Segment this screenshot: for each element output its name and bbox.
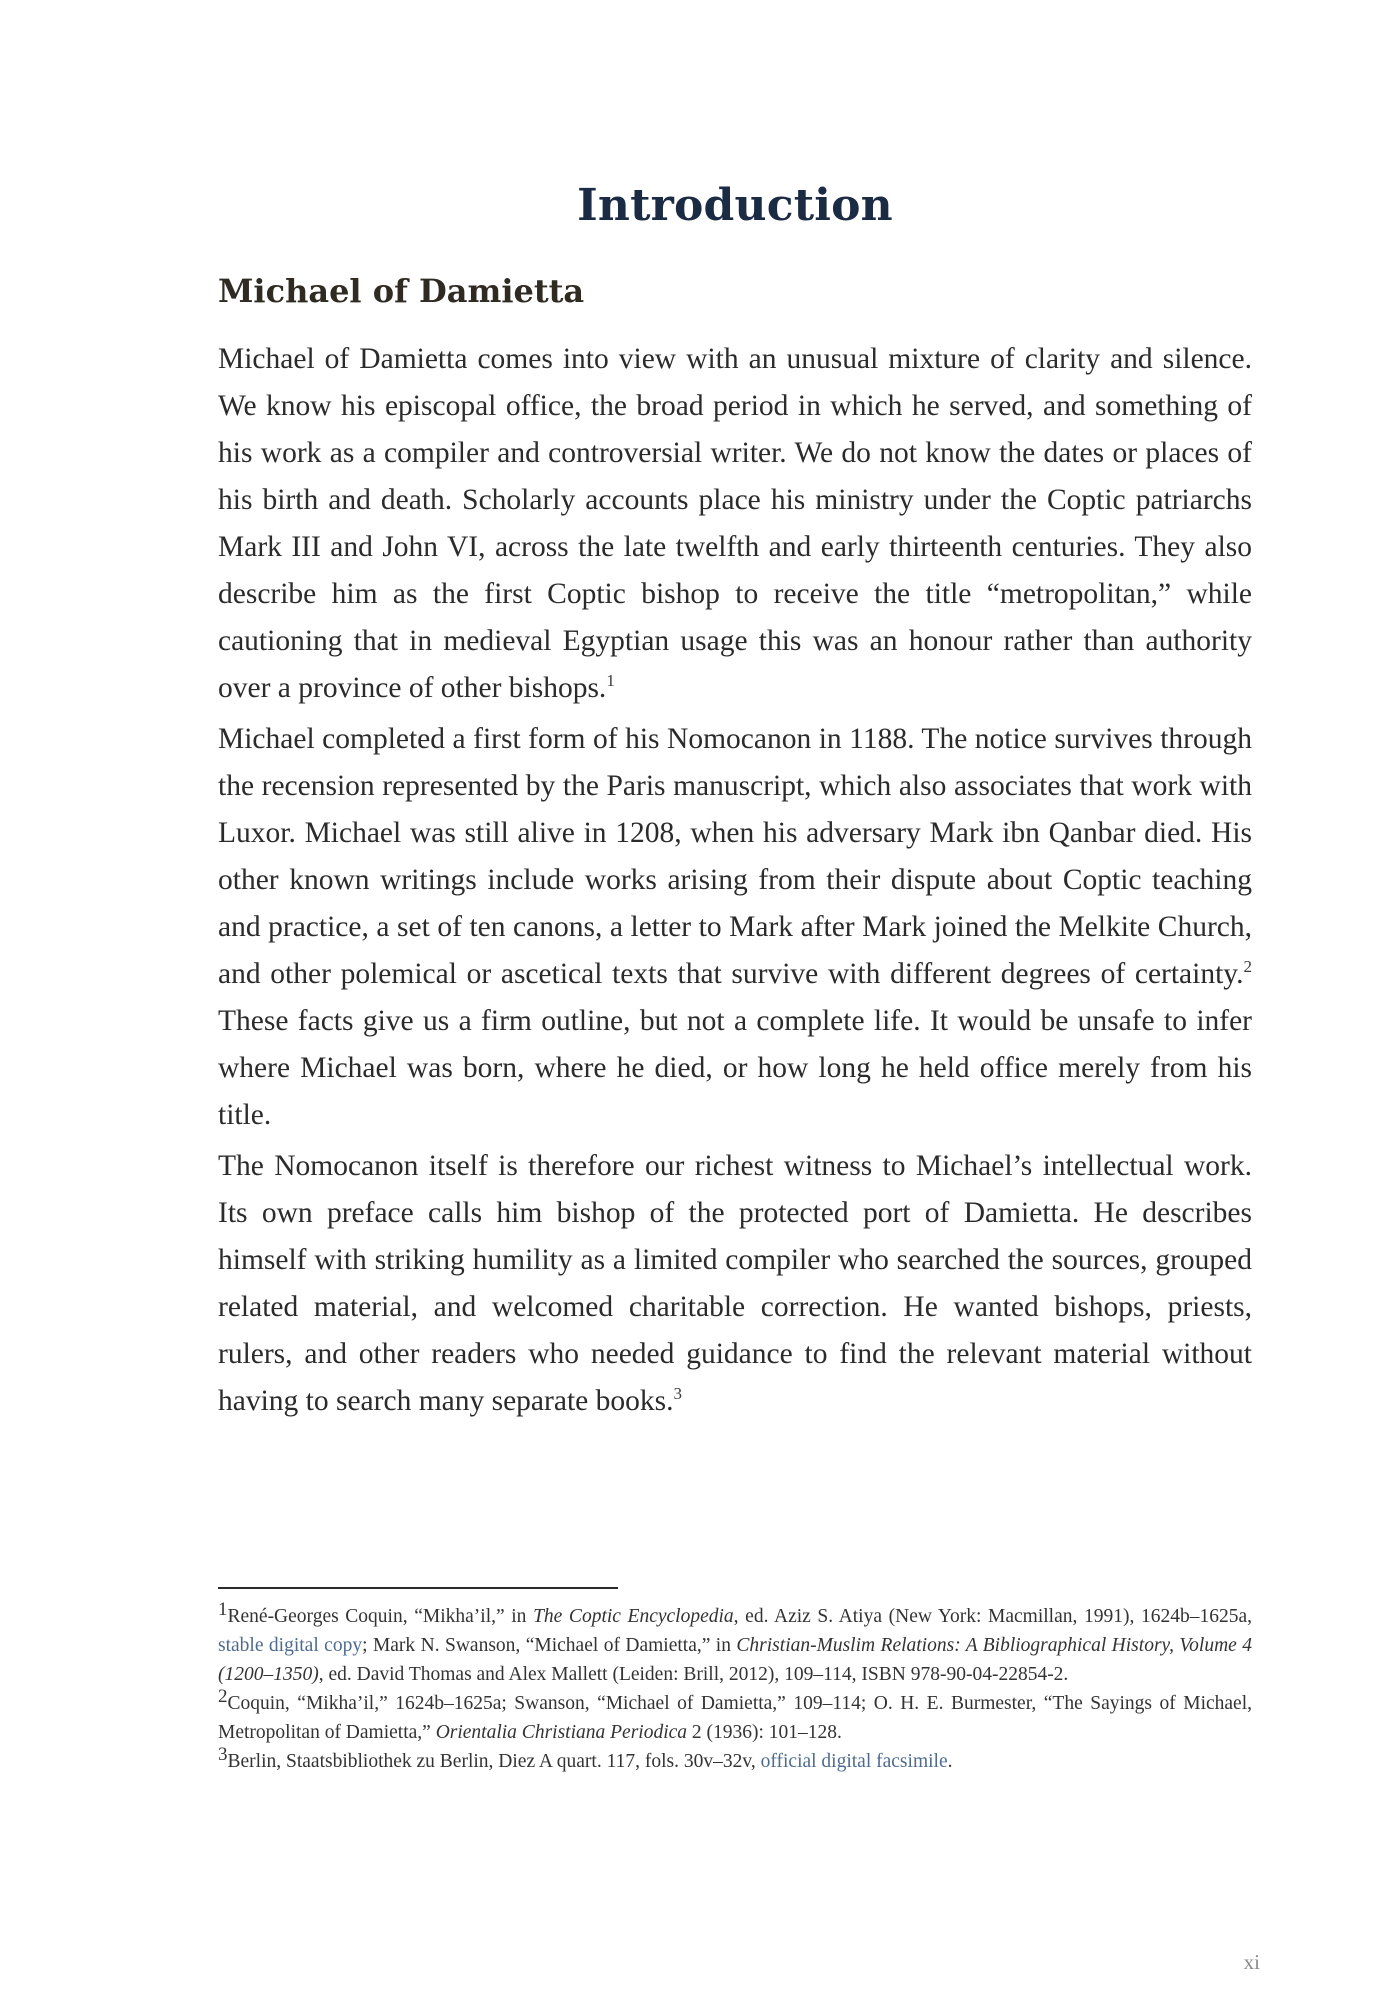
footnote-1-number: 1	[218, 1599, 228, 1620]
footnote-ref-1[interactable]: 1	[606, 671, 615, 691]
paragraph-3-text: The Nomocanon itself is therefore our richest witness to Michael’s intellectual work. Its own preface calls him bishop of the protected port of Damietta. He describes himself with striking humility as a limited compiler who searched the sources, grouped related material, and welcomed charitable correction. He wanted bishops, priests, rulers, and other readers who needed guidance to find the relevant material without having to search many separate books.	[218, 1150, 1252, 1417]
footnote-3-text-a: Berlin, Staatsbibliothek zu Berlin, Diez A quart. 117, fols. 30v–32v,	[227, 1751, 761, 1772]
paragraph-2-text-a: Michael completed a first form of his Nomocanon in 1188. The notice survives through the recension represented by the Paris manuscript, which also associates that work with Luxor. Michael was still alive in 1208, when his adversary Mark ibn Qanbar died. His other known writings include works arising from their dispute about Coptic teaching and practice, a set of ten canons, a letter to Mark after Mark joined the Melkite Church, and other polemical or ascetical texts that survive with different degrees of certainty.	[218, 723, 1252, 990]
footnote-2	[218, 1686, 1252, 1747]
body-text	[218, 336, 1252, 1429]
footnote-1-text-d: , ed. David Thomas and Alex Mallett (Leiden: Brill, 2012), 109–114, ISBN 978-90-04-22854-2.	[318, 1664, 1069, 1685]
paragraph-2	[218, 716, 1252, 1139]
footnote-1-text-c: ; Mark N. Swanson, “Michael of Damietta,” in	[362, 1635, 737, 1656]
footnote-1	[218, 1599, 1252, 1689]
paragraph-1	[218, 336, 1252, 712]
section-heading: Michael of Damietta	[218, 272, 585, 310]
paragraph-1-text: Michael of Damietta comes into view with an unusual mixture of clarity and silence. We know his episcopal office, the broad period in which he served, and something of his work as a compiler and controversial writer. We do not know the dates or places of his birth and death. Scholarly accounts place his ministry under the Coptic patriarchs Mark III and John VI, across the late twelfth and early thirteenth centuries. They also describe him as the first Coptic bishop to receive the title “metropolitan,” while cautioning that in medieval Egyptian usage this was an honour rather than authority over a province of other bishops.	[218, 343, 1252, 704]
footnotes	[218, 1599, 1252, 1776]
footnote-1-book-title: Christian-Muslim Relations: A Bibliographical History, Volume 4 (1200–1350)	[218, 1635, 1252, 1685]
footnote-ref-3[interactable]: 3	[673, 1384, 682, 1404]
footnote-1-text-b: , ed. Aziz S. Atiya (New York: Macmillan, 1991), 1624b–1625a,	[733, 1606, 1252, 1627]
footnote-3-number: 3	[218, 1744, 228, 1765]
footnote-1-text-a: René-Georges Coquin, “Mikha’il,” in	[227, 1606, 534, 1627]
footnote-3	[218, 1744, 1252, 1776]
footnote-divider	[218, 1587, 618, 1589]
stable-digital-copy-link[interactable]: stable digital copy	[218, 1635, 363, 1656]
official-digital-facsimile-link[interactable]: official digital facsimile	[760, 1751, 948, 1772]
footnote-2-journal: Orientalia Christiana Periodica	[435, 1722, 688, 1743]
footnote-1-title: The Coptic Encyclopedia	[533, 1606, 734, 1627]
footnote-2-number: 2	[218, 1686, 228, 1707]
chapter-title: Introduction	[577, 180, 893, 231]
footnote-2-text-b: 2 (1936): 101–128.	[687, 1722, 842, 1743]
page-number: xi	[1243, 1950, 1260, 1974]
footnote-ref-2[interactable]: 2	[1243, 957, 1252, 977]
footnote-3-text-b: .	[947, 1751, 953, 1772]
paragraph-2-text-b: These facts give us a firm outline, but not a complete life. It would be unsafe to infer where Michael was born, where he died, or how long he held office merely from his title.	[218, 1005, 1252, 1131]
footnote-2-text-a: Coquin, “Mikha’il,” 1624b–1625a; Swanson, “Michael of Damietta,” 109–114; O. H. E. Burmester, “The Sayings of Michael, Metropolitan of Damietta,”	[218, 1693, 1252, 1743]
paragraph-3	[218, 1143, 1252, 1425]
